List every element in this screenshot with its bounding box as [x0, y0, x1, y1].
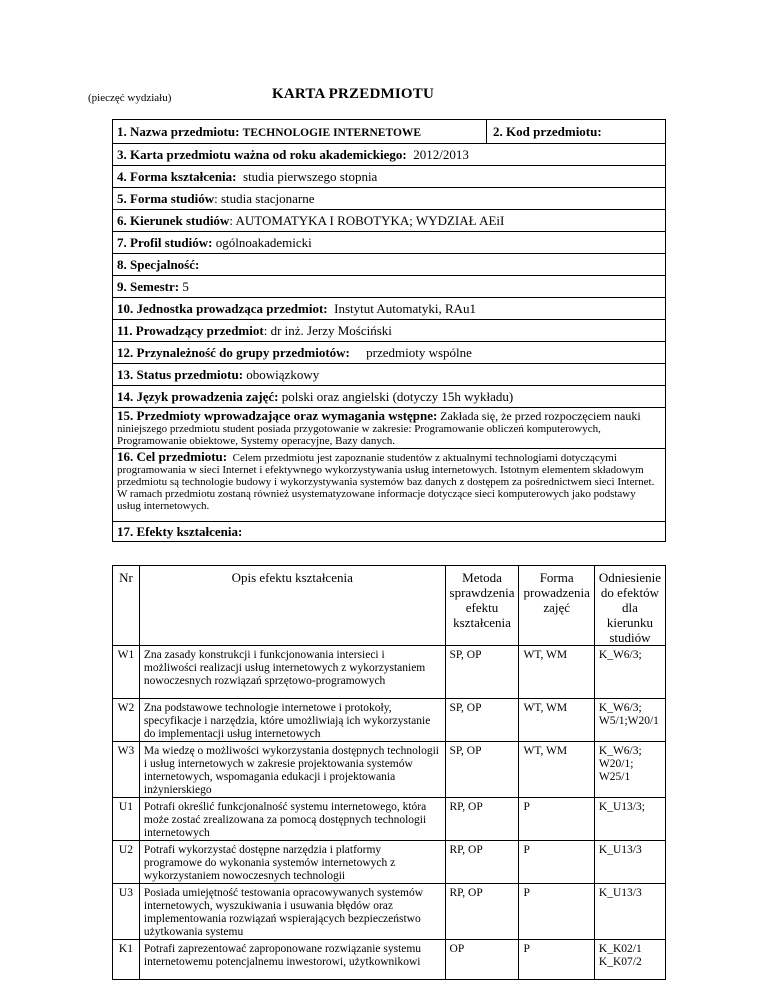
outcome-description: Zna zasady konstrukcji i funkcjonowania intersieci i możliwości realizacji usług internetowych z wykorzystaniem nowoczesnych rozwiązań sprzętowo-programowych	[139, 646, 445, 699]
outcome-row	[113, 884, 666, 940]
study-profile-value: ogólnoakademicki	[215, 235, 312, 250]
outcome-nr: U2	[113, 841, 140, 884]
lecturer-label: 11. Prowadzący przedmiot	[117, 323, 264, 338]
learning-outcomes-table	[112, 565, 666, 980]
course-goal-label: 16. Cel przedmiotu:	[117, 449, 228, 464]
header-nr: Nr	[113, 566, 140, 646]
outcome-description: Potrafi wykorzystać dostępne narzędzia i platformy programowe do wykonania systemów internetowych z wykorzystaniem nowoczesnych technologii	[139, 841, 445, 884]
course-status-value: obowiązkowy	[246, 367, 320, 382]
outcome-class-form: WT, WM	[519, 646, 594, 699]
outcome-nr: W1	[113, 646, 140, 699]
course-code-cell	[487, 120, 665, 143]
field-row-7	[113, 232, 665, 254]
language-value: polski oraz angielski (dotyczy 15h wykładu)	[281, 389, 514, 404]
learning-outcomes-label: 17. Efekty kształcenia:	[117, 524, 243, 539]
course-goal-text: Celem przedmiotu jest zapoznanie studentów z aktualnymi technologiami dotyczącymi programowania w sieci Internet i efektywnego wykorzystywania usług internetowych. Istotnym elementem składowym przedmiotu są technologie budowy i wykorzystywania systemów baz danych z dostępem za pośrednictwem sieci Internet. W ramach przedmiotu zostaną również usystematyzowane informacje dotyczące sieci komputerowych jako podstawy usług internetowych.	[117, 452, 655, 512]
outcome-row	[113, 646, 666, 699]
study-form-label: 5. Forma studiów	[117, 191, 215, 206]
valid-from-label: 3. Karta przedmiotu ważna od roku akademickiego:	[117, 147, 407, 162]
outcome-class-form: WT, WM	[519, 699, 594, 742]
semester-value: 5	[182, 279, 189, 294]
outcome-row	[113, 798, 666, 841]
education-form-label: 4. Forma kształcenia:	[117, 169, 237, 184]
outcome-description: Zna podstawowe technologie internetowe i protokoły, specyfikacje i narzędzia, które umożliwiają ich wykorzystanie do implementacji usług internetowych	[139, 699, 445, 742]
outcome-assessment-method: SP, OP	[445, 646, 519, 699]
outcome-description: Potrafi zaprezentować zaproponowane rozwiązanie systemu internetowemu potencjalnemu inwestorowi, użytkownikowi	[139, 940, 445, 980]
specialty-label: 8. Specjalność:	[117, 257, 200, 272]
outcome-row	[113, 699, 666, 742]
field-row-9	[113, 276, 665, 298]
field-row-10	[113, 298, 665, 320]
course-name-label: 1. Nazwa przedmiotu:	[117, 124, 240, 139]
outcome-assessment-method: OP	[445, 940, 519, 980]
outcome-class-form: WT, WM	[519, 742, 594, 798]
unit-value: Instytut Automatyki, RAu1	[334, 301, 477, 316]
outcome-description: Potrafi określić funkcjonalność systemu internetowego, która może zostać zrealizowana za pomocą dostępnych technologii internetowych	[139, 798, 445, 841]
course-name-value: TECHNOLOGIE INTERNETOWE	[242, 127, 422, 139]
outcome-description: Ma wiedzę o możliwości wykorzystania dostępnych technologii i usług internetowych w zakresie projektowania systemów internetowych, wspomagania edukacji i projektowania inżynierskiego	[139, 742, 445, 798]
header-reference: Odniesienie do efektów dla kierunku studiów	[594, 566, 665, 646]
header-assessment-method: Metoda sprawdzenia efektu kształcenia	[445, 566, 519, 646]
course-name-cell	[113, 120, 487, 143]
faculty-stamp-label: (pieczęć wydziału)	[88, 92, 172, 104]
document-title: KARTA PRZEDMIOTU	[272, 86, 434, 102]
field-of-study-value: : AUTOMATYKA I ROBOTYKA; WYDZIAŁ AEiI	[229, 213, 505, 228]
field-row-15	[113, 408, 665, 449]
course-group-label: 12. Przynależność do grupy przedmiotów:	[117, 345, 350, 360]
outcome-nr: U3	[113, 884, 140, 940]
education-form-value: studia pierwszego stopnia	[243, 169, 378, 184]
outcome-nr: U1	[113, 798, 140, 841]
prerequisites-label: 15. Przedmioty wprowadzające oraz wymagania wstępne:	[117, 408, 438, 423]
field-row-16	[113, 449, 665, 522]
outcome-class-form: P	[519, 798, 594, 841]
field-row-4	[113, 166, 665, 188]
valid-from-value: 2012/2013	[413, 147, 469, 162]
field-row-14	[113, 386, 665, 408]
outcome-class-form: P	[519, 940, 594, 980]
outcome-assessment-method: RP, OP	[445, 841, 519, 884]
outcome-reference: K_U13/3	[594, 841, 665, 884]
field-row-5	[113, 188, 665, 210]
lecturer-value: : dr inż. Jerzy Mościński	[263, 323, 392, 338]
unit-label: 10. Jednostka prowadząca przedmiot:	[117, 301, 328, 316]
outcome-assessment-method: RP, OP	[445, 798, 519, 841]
study-form-value: : studia stacjonarne	[214, 191, 315, 206]
outcome-reference: K_U13/3	[594, 884, 665, 940]
field-row-8	[113, 254, 665, 276]
outcome-description: Posiada umiejętność testowania opracowywanych systemów internetowych, wyszukiwania i usuwania błędów oraz implementowania rozwiązań wspierających bezpieczeństwo użytkowania systemu	[139, 884, 445, 940]
field-row-6	[113, 210, 665, 232]
prerequisites-lead: Zakłada się, że przed rozpoczęciem nauki	[440, 409, 641, 423]
outcomes-header-row	[113, 566, 666, 646]
study-profile-label: 7. Profil studiów:	[117, 235, 213, 250]
field-row-1-2	[113, 120, 665, 144]
outcome-class-form: P	[519, 884, 594, 940]
outcome-reference: K_K02/1 K_K07/2	[594, 940, 665, 980]
outcome-nr: W2	[113, 699, 140, 742]
field-row-11	[113, 320, 665, 342]
course-status-label: 13. Status przedmiotu:	[117, 367, 244, 382]
outcome-assessment-method: SP, OP	[445, 742, 519, 798]
course-code-label: 2. Kod przedmiotu:	[493, 124, 602, 139]
outcome-reference: K_W6/3;	[594, 646, 665, 699]
course-group-value: przedmioty wspólne	[366, 345, 472, 360]
field-row-13	[113, 364, 665, 386]
outcome-row	[113, 940, 666, 980]
outcome-reference: K_W6/3; W20/1; W25/1	[594, 742, 665, 798]
course-card-form	[112, 119, 666, 542]
outcome-assessment-method: SP, OP	[445, 699, 519, 742]
outcome-nr: W3	[113, 742, 140, 798]
outcome-reference: K_U13/3;	[594, 798, 665, 841]
header-class-form: Forma prowadzenia zajęć	[519, 566, 594, 646]
field-row-12	[113, 342, 665, 364]
field-of-study-label: 6. Kierunek studiów	[117, 213, 230, 228]
outcome-class-form: P	[519, 841, 594, 884]
outcome-assessment-method: RP, OP	[445, 884, 519, 940]
prerequisites-text: niniejszego przedmiotu student posiada przygotowanie w zakresie: Programowanie obliczeń komputerowych, Programowanie obiektowe, Systemy operacyjne, Bazy danych.	[117, 423, 601, 447]
outcome-row	[113, 742, 666, 798]
outcome-row	[113, 841, 666, 884]
header-description: Opis efektu kształcenia	[139, 566, 445, 646]
field-row-3	[113, 144, 665, 166]
language-label: 14. Język prowadzenia zajęć:	[117, 389, 279, 404]
outcome-reference: K_W6/3; W5/1;W20/1	[594, 699, 665, 742]
semester-label: 9. Semestr:	[117, 279, 180, 294]
field-row-17	[113, 522, 665, 542]
outcome-nr: K1	[113, 940, 140, 980]
